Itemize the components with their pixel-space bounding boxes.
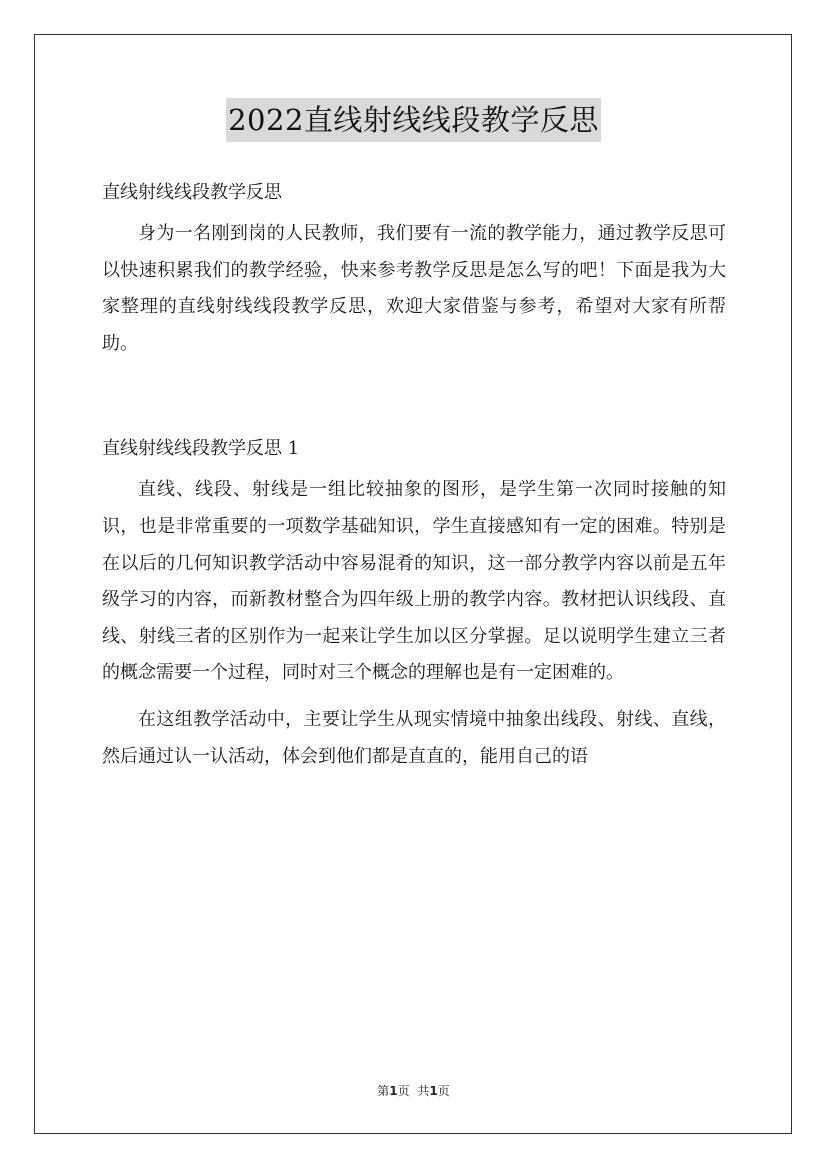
paragraph-spacer — [102, 692, 726, 702]
document-title: 2022直线射线线段教学反思 — [226, 98, 601, 142]
footer-page-number: 1 — [389, 1084, 398, 1098]
intro-heading: 直线射线线段教学反思 — [102, 182, 282, 203]
intro-paragraph: 身为一名刚到岗的人民教师，我们要有一流的教学能力，通过教学反思可以快速积累我们的教学经验，快来参考教学反思是怎么写的吧！下面是我为大家整理的直线射线线段教学反思，欢迎大家借鉴与参考，希望对大家有所帮助。 — [102, 223, 726, 354]
section-heading: 直线射线线段教学反思 1 — [102, 438, 300, 460]
footer-total-suffix: 页 — [437, 1084, 450, 1098]
footer-page-prefix: 第 — [377, 1084, 390, 1098]
section-spacer — [102, 362, 726, 426]
section-paragraph-1: 直线、线段、射线是一组比较抽象的图形，是学生第一次同时接触的知识，也是非常重要的一项数学基础知识，学生直接感知有一定的困难。特别是在以后的几何知识教学活动中容易混肴的知识，这一部分教学内容以前是五年级学习的内容，而新教材整合为四年级上册的教学内容。教材把认识线段、直线、射线三者的区别作为一起来让学生加以区分掌握。足以说明学生建立三者的概念需要一个过程，同时对三个概念的理解也是有一定困难的。 — [102, 479, 726, 684]
footer-total-prefix: 共 — [417, 1084, 430, 1098]
page-footer — [0, 1082, 827, 1099]
section-paragraph-2: 在这组教学活动中，主要让学生从现实情境中抽象出线段、射线、直线，然后通过认一认活动，体会到他们都是直直的，能用自己的语 — [102, 708, 726, 767]
footer-page-suffix: 页 — [397, 1084, 410, 1098]
document-body — [102, 170, 726, 775]
footer-total-number: 1 — [429, 1084, 438, 1098]
title-container — [0, 98, 827, 142]
